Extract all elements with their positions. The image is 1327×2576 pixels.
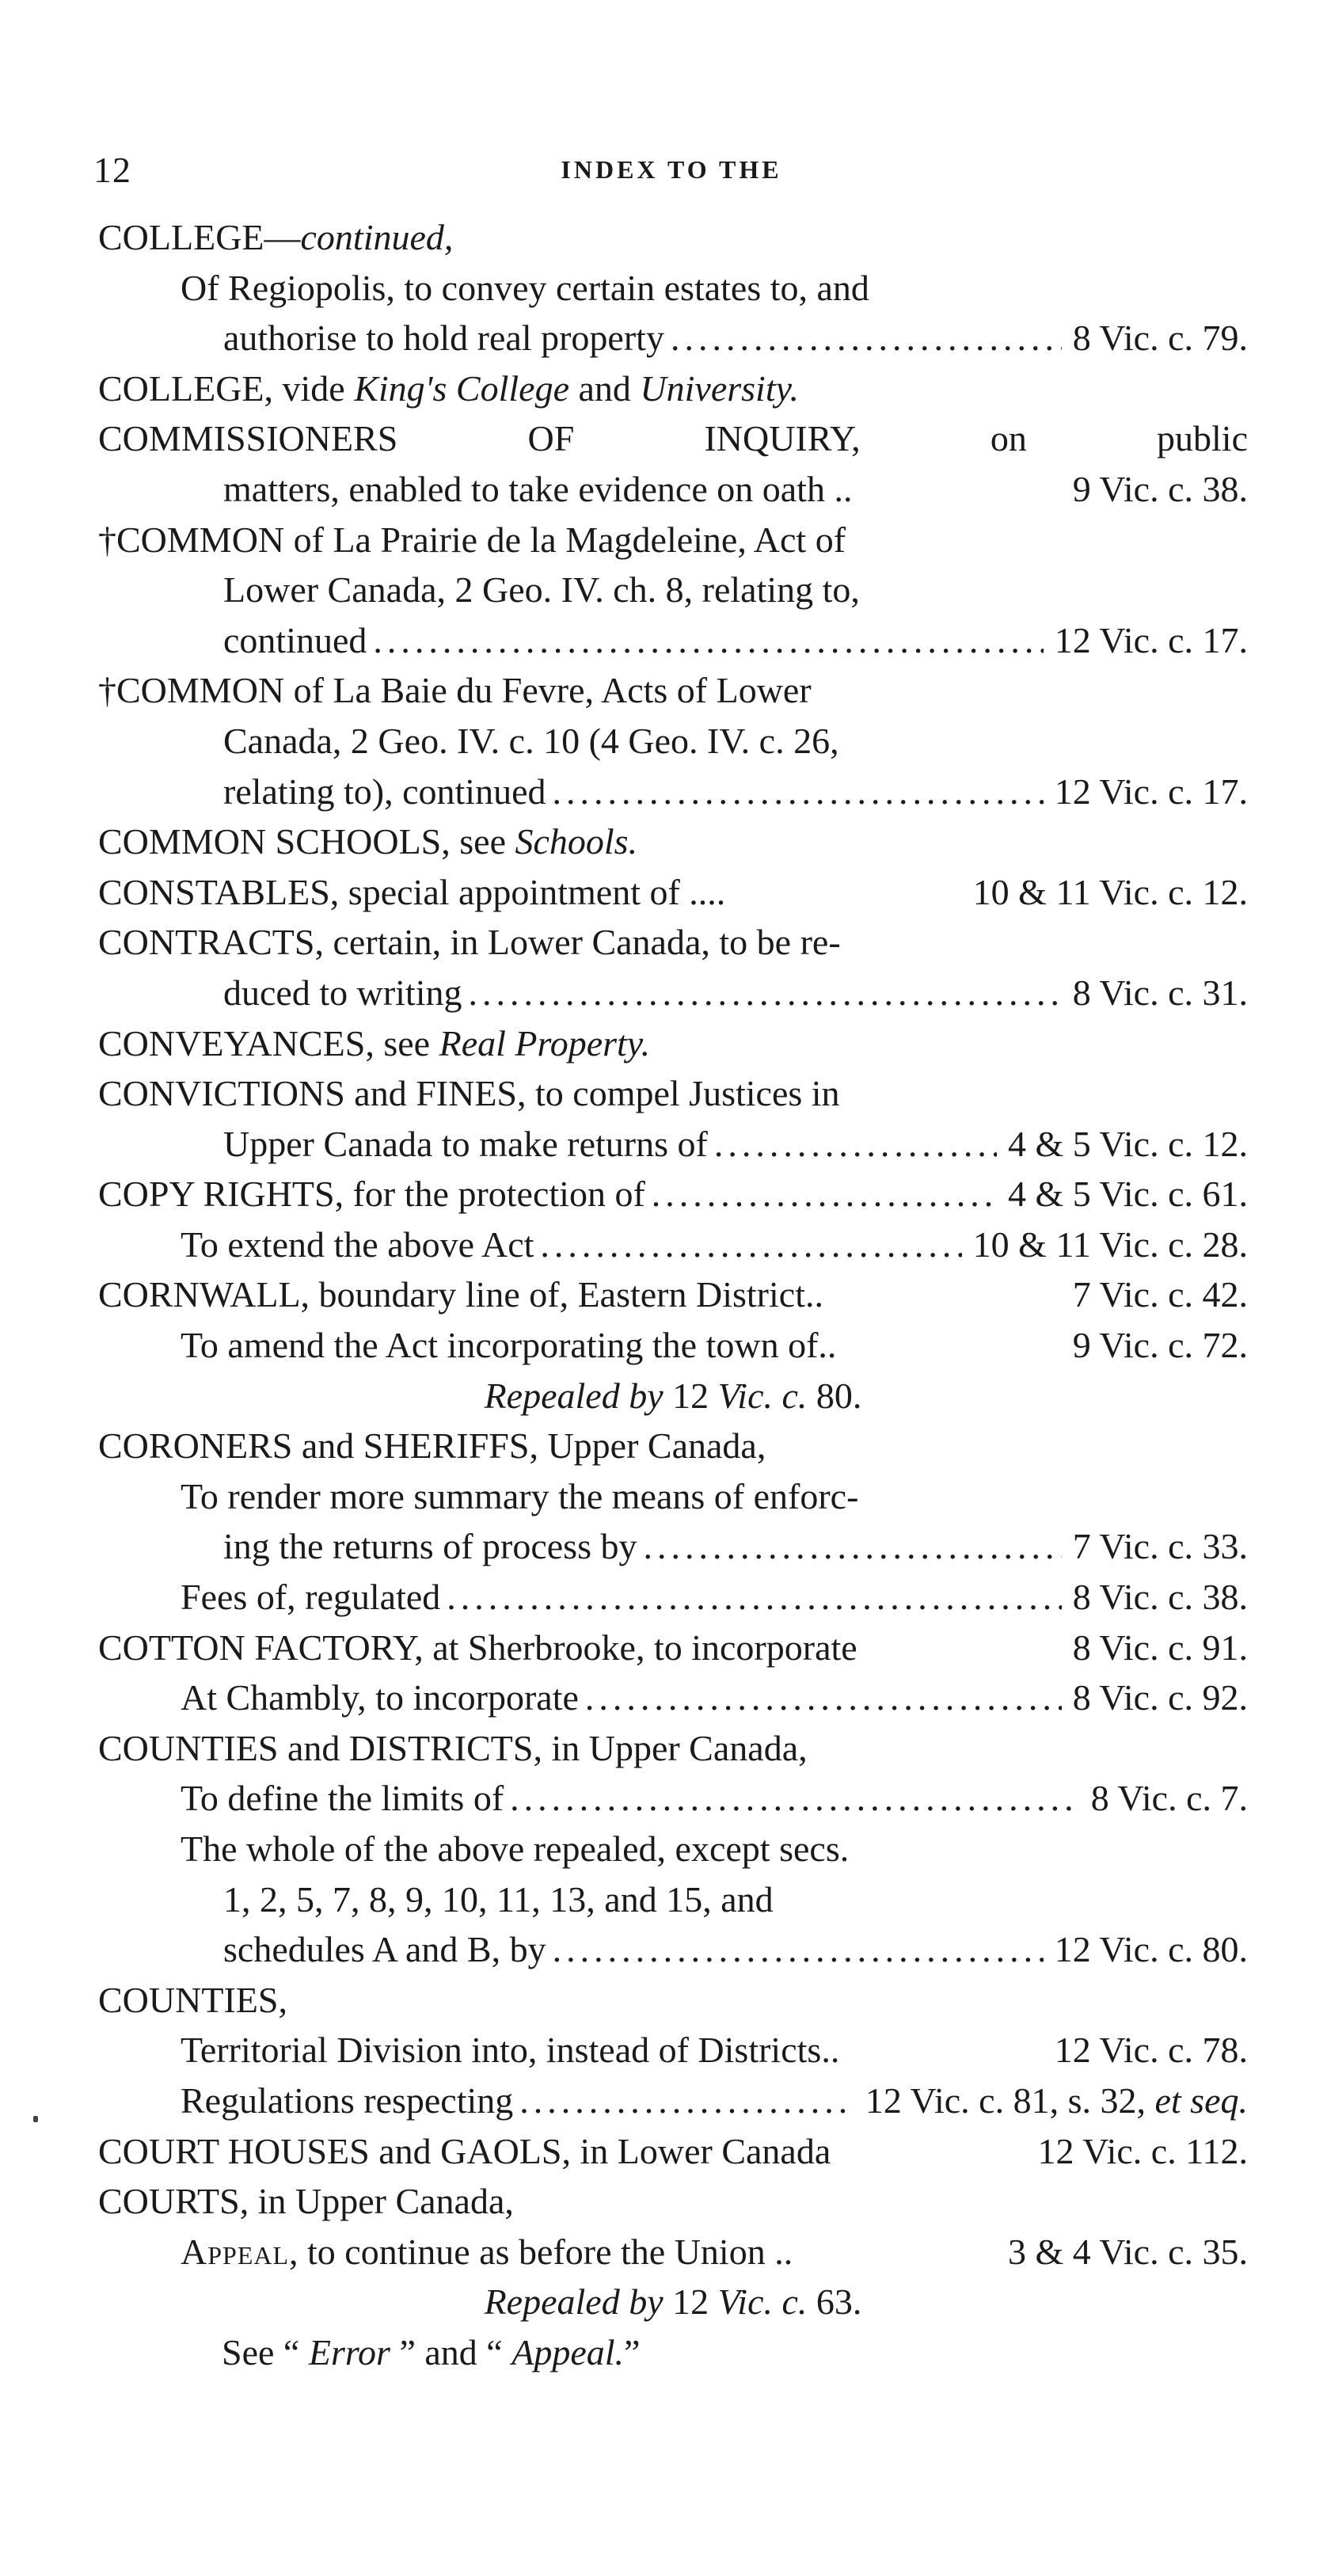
cross-reference: See “ Error ” and “ Appeal.” <box>222 2331 641 2372</box>
statute-citation: 8 Vic. c. 79. <box>1072 318 1248 359</box>
index-entries <box>98 212 1248 2378</box>
statute-citation: 8 Vic. c. 38. <box>1072 1577 1248 1618</box>
index-subentry: Territorial Division into, instead of Districts.. 12 Vic. c. 78. <box>98 2025 1248 2076</box>
index-heading: CORNWALL, boundary line of, Eastern District.. 7 Vic. c. 42. <box>98 1269 1248 1320</box>
index-heading: COLLEGE, vide King's College and University. <box>98 367 799 409</box>
statute-citation: 12 Vic. c. 81, s. 32, et seq. <box>865 2079 1248 2121</box>
statute-citation: 9 Vic. c. 38. <box>1072 468 1248 509</box>
index-subentry: Lower Canada, 2 Geo. IV. ch. 8, relating to, <box>223 569 860 611</box>
index-subentry: 1, 2, 5, 7, 8, 9, 10, 11, 13, and 15, and <box>223 1878 774 1920</box>
statute-citation: 12 Vic. c. 112. <box>1037 2130 1248 2171</box>
index-subentry: relating to), continued ..... 12 Vic. c. 17. <box>98 767 1248 817</box>
index-heading: CONVEYANCES, see Real Property. <box>98 1022 651 1064</box>
statute-citation: 8 Vic. c. 91. <box>1072 1627 1248 1668</box>
statute-citation: 12 Vic. c. 17. <box>1054 771 1248 812</box>
index-subentry: To define the limits of ..... 8 Vic. c. 7. <box>98 1773 1248 1824</box>
statute-citation: 12 Vic. c. 80. <box>1054 1929 1248 1970</box>
index-heading: CONTRACTS, certain, in Lower Canada, to be re- <box>98 922 841 963</box>
index-subentry: The whole of the above repealed, except secs. <box>181 1828 850 1869</box>
index-heading: CONVICTIONS and FINES, to compel Justices in <box>98 1073 840 1114</box>
index-heading: COPY RIGHTS, for the protection of ..... 4 & 5 Vic. c. 61. <box>98 1169 1248 1220</box>
statute-citation: 3 & 4 Vic. c. 35. <box>1007 2231 1248 2272</box>
index-subentry: duced to writing ..... 8 Vic. c. 31. <box>98 968 1248 1018</box>
index-heading: CORONERS and SHERIFFS, Upper Canada, <box>98 1425 766 1467</box>
index-subentry: authorise to hold real property ..... 8 Vic. c. 79. <box>98 313 1248 363</box>
statute-citation: 7 Vic. c. 42. <box>1072 1274 1248 1315</box>
index-subentry: Regulations respecting ..... 12 Vic. c. 81, s. 32, et seq. <box>98 2076 1248 2126</box>
page-number: 12 <box>93 150 131 190</box>
index-subentry: continued ..... 12 Vic. c. 17. <box>98 615 1248 666</box>
index-subentry: matters, enabled to take evidence on oath .. 9 Vic. c. 38. <box>98 464 1248 515</box>
index-heading: COUNTIES and DISTRICTS, in Upper Canada, <box>98 1727 808 1768</box>
index-subentry: At Chambly, to incorporate ..... 8 Vic. c. 92. <box>98 1672 1248 1723</box>
index-subentry: schedules A and B, by ..... 12 Vic. c. 80. <box>98 1924 1248 1975</box>
ink-speck <box>33 2116 38 2122</box>
statute-citation: 8 Vic. c. 7. <box>1090 1778 1248 1819</box>
statute-citation: 9 Vic. c. 72. <box>1072 1325 1248 1366</box>
index-subentry: To render more summary the means of enforc- <box>181 1475 859 1516</box>
statute-citation: 10 & 11 Vic. c. 12. <box>972 871 1248 912</box>
index-heading: †COMMON of La Baie du Fevre, Acts of Lower <box>98 670 812 711</box>
index-subentry: To extend the above Act ..... 10 & 11 Vic. c. 28. <box>98 1220 1248 1270</box>
index-subentry: To amend the Act incorporating the town of.. 9 Vic. c. 72. <box>98 1320 1248 1371</box>
index-heading: COURT HOUSES and GAOLS, in Lower Canada 12 Vic. c. 112. <box>98 2126 1248 2177</box>
repeal-note: Repealed by 12 Vic. c. 80. <box>484 1375 862 1416</box>
repeal-note: Repealed by 12 Vic. c. 63. <box>484 2281 862 2323</box>
statute-citation: 7 Vic. c. 33. <box>1072 1526 1248 1567</box>
statute-citation: 10 & 11 Vic. c. 28. <box>972 1223 1248 1265</box>
index-heading: COMMISSIONERS OF INQUIRY, on public <box>98 418 1248 459</box>
index-subentry: ing the returns of process by ..... 7 Vic. c. 33. <box>98 1521 1248 1572</box>
index-heading: COTTON FACTORY, at Sherbrooke, to incorporate 8 Vic. c. 91. <box>98 1623 1248 1673</box>
statute-citation: 8 Vic. c. 31. <box>1072 972 1248 1013</box>
index-subentry: Of Regiopolis, to convey certain estates to, and <box>181 267 869 308</box>
running-head: INDEX TO THE <box>561 155 782 184</box>
index-heading: †COMMON of La Prairie de la Magdeleine, Act of <box>98 519 846 560</box>
statute-citation: 12 Vic. c. 17. <box>1054 619 1248 660</box>
index-subentry: Appeal, to continue as before the Union .. 3 & 4 Vic. c. 35. <box>98 2227 1248 2277</box>
index-heading: COUNTIES, <box>98 1979 287 2020</box>
index-heading: COMMON SCHOOLS, see Schools. <box>98 821 638 862</box>
index-heading: COURTS, in Upper Canada, <box>98 2181 514 2222</box>
statute-citation: 8 Vic. c. 92. <box>1072 1677 1248 1718</box>
index-heading: COLLEGE—continued, <box>98 217 454 257</box>
statute-citation: 4 & 5 Vic. c. 61. <box>1007 1174 1248 1215</box>
statute-citation: 4 & 5 Vic. c. 12. <box>1007 1123 1248 1164</box>
index-subentry: Canada, 2 Geo. IV. c. 10 (4 Geo. IV. c. 26, <box>223 720 839 761</box>
index-subentry: Upper Canada to make returns of ..... 4 & 5 Vic. c. 12. <box>98 1119 1248 1170</box>
statute-citation: 12 Vic. c. 78. <box>1054 2030 1248 2071</box>
index-heading: CONSTABLES, special appointment of .... 10 & 11 Vic. c. 12. <box>98 867 1248 918</box>
page-header <box>93 149 1249 196</box>
index-subentry: Fees of, regulated ..... 8 Vic. c. 38. <box>98 1572 1248 1623</box>
